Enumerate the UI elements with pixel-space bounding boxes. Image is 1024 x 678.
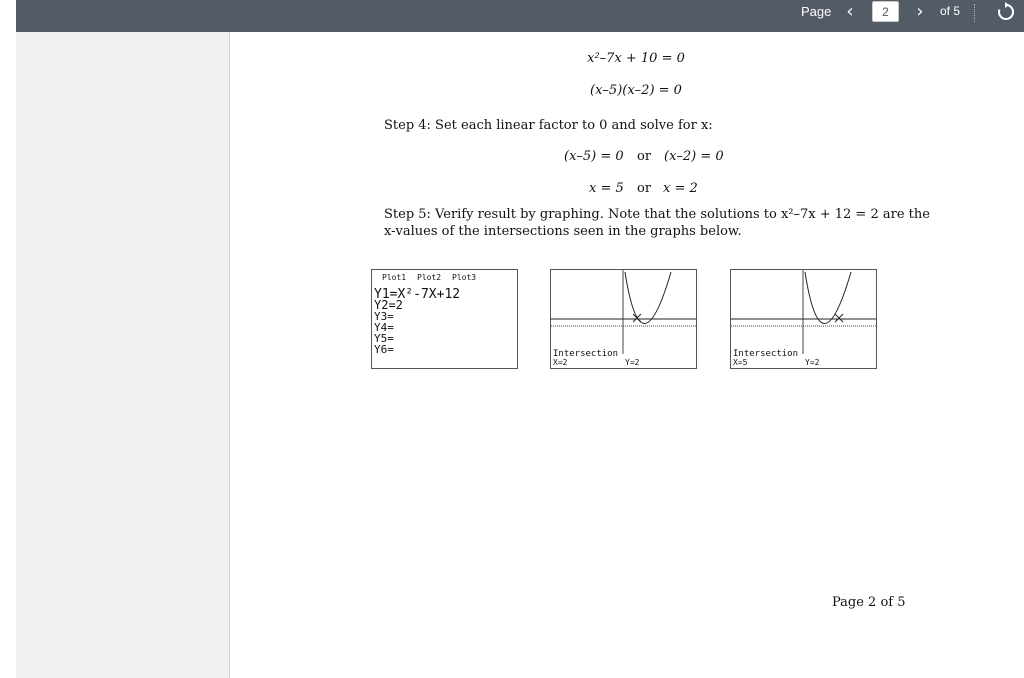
chevron-left-icon[interactable]: ‹ <box>846 1 854 22</box>
x-readout: X=5 <box>733 358 748 367</box>
intersection-cursor-icon <box>835 314 843 322</box>
equation-4-or: or <box>637 181 652 196</box>
y1-equation: Y1=X²-7X+12 <box>374 287 461 302</box>
y5-equation: Y5= <box>374 332 394 345</box>
parabola-y1 <box>805 272 851 324</box>
page-footer: Page 2 of 5 <box>832 595 906 610</box>
equation-2: (x–5)(x–2) = 0 <box>590 83 682 98</box>
equation-3-left: (x–5) = 0 <box>564 149 624 164</box>
y-readout: Y=2 <box>805 358 820 367</box>
equation-3-or: or <box>637 149 652 164</box>
chevron-right-icon[interactable]: › <box>916 1 924 22</box>
step-5-line-1: Step 5: Verify result by graphing. Note that the solutions to x²–7x + 12 = 2 are the <box>384 207 930 222</box>
y6-equation: Y6= <box>374 343 394 356</box>
y4-equation: Y4= <box>374 321 394 334</box>
page-label: Page <box>801 4 832 19</box>
page-number-input[interactable] <box>872 1 899 22</box>
plot-label-2: Plot2 <box>417 273 442 282</box>
equation-1: x²–7x + 10 = 0 <box>587 51 685 66</box>
plot-label-1: Plot1 <box>382 273 407 282</box>
thumbnail-sidebar <box>16 32 230 678</box>
calculator-graph-screen-1 <box>550 269 697 369</box>
plot-label-3: Plot3 <box>452 273 477 282</box>
step-4-text: Step 4: Set each linear factor to 0 and solve for x: <box>384 118 713 133</box>
document-page <box>231 32 1024 678</box>
intersection-title: Intersection <box>553 349 619 359</box>
toolbar-divider <box>974 4 975 22</box>
parabola-y1 <box>625 272 671 324</box>
equation-4-right: x = 2 <box>663 181 698 196</box>
step-5-line-2: x-values of the intersections seen in the graphs below. <box>384 224 742 239</box>
intersection-cursor-icon <box>633 314 641 322</box>
calculator-graph-screen-2 <box>730 269 877 369</box>
calculator-y-editor-screen <box>371 269 518 369</box>
x-readout: X=2 <box>553 358 568 367</box>
pdf-toolbar <box>16 0 1024 32</box>
y2-equation: Y2=2 <box>374 298 403 312</box>
y3-equation: Y3= <box>374 310 394 323</box>
intersection-title: Intersection <box>733 349 799 359</box>
page-count-label: of 5 <box>940 4 961 18</box>
equation-4-left: x = 5 <box>589 181 624 196</box>
equation-3-right: (x–2) = 0 <box>664 149 724 164</box>
refresh-icon[interactable] <box>996 2 1016 22</box>
y-readout: Y=2 <box>625 358 640 367</box>
